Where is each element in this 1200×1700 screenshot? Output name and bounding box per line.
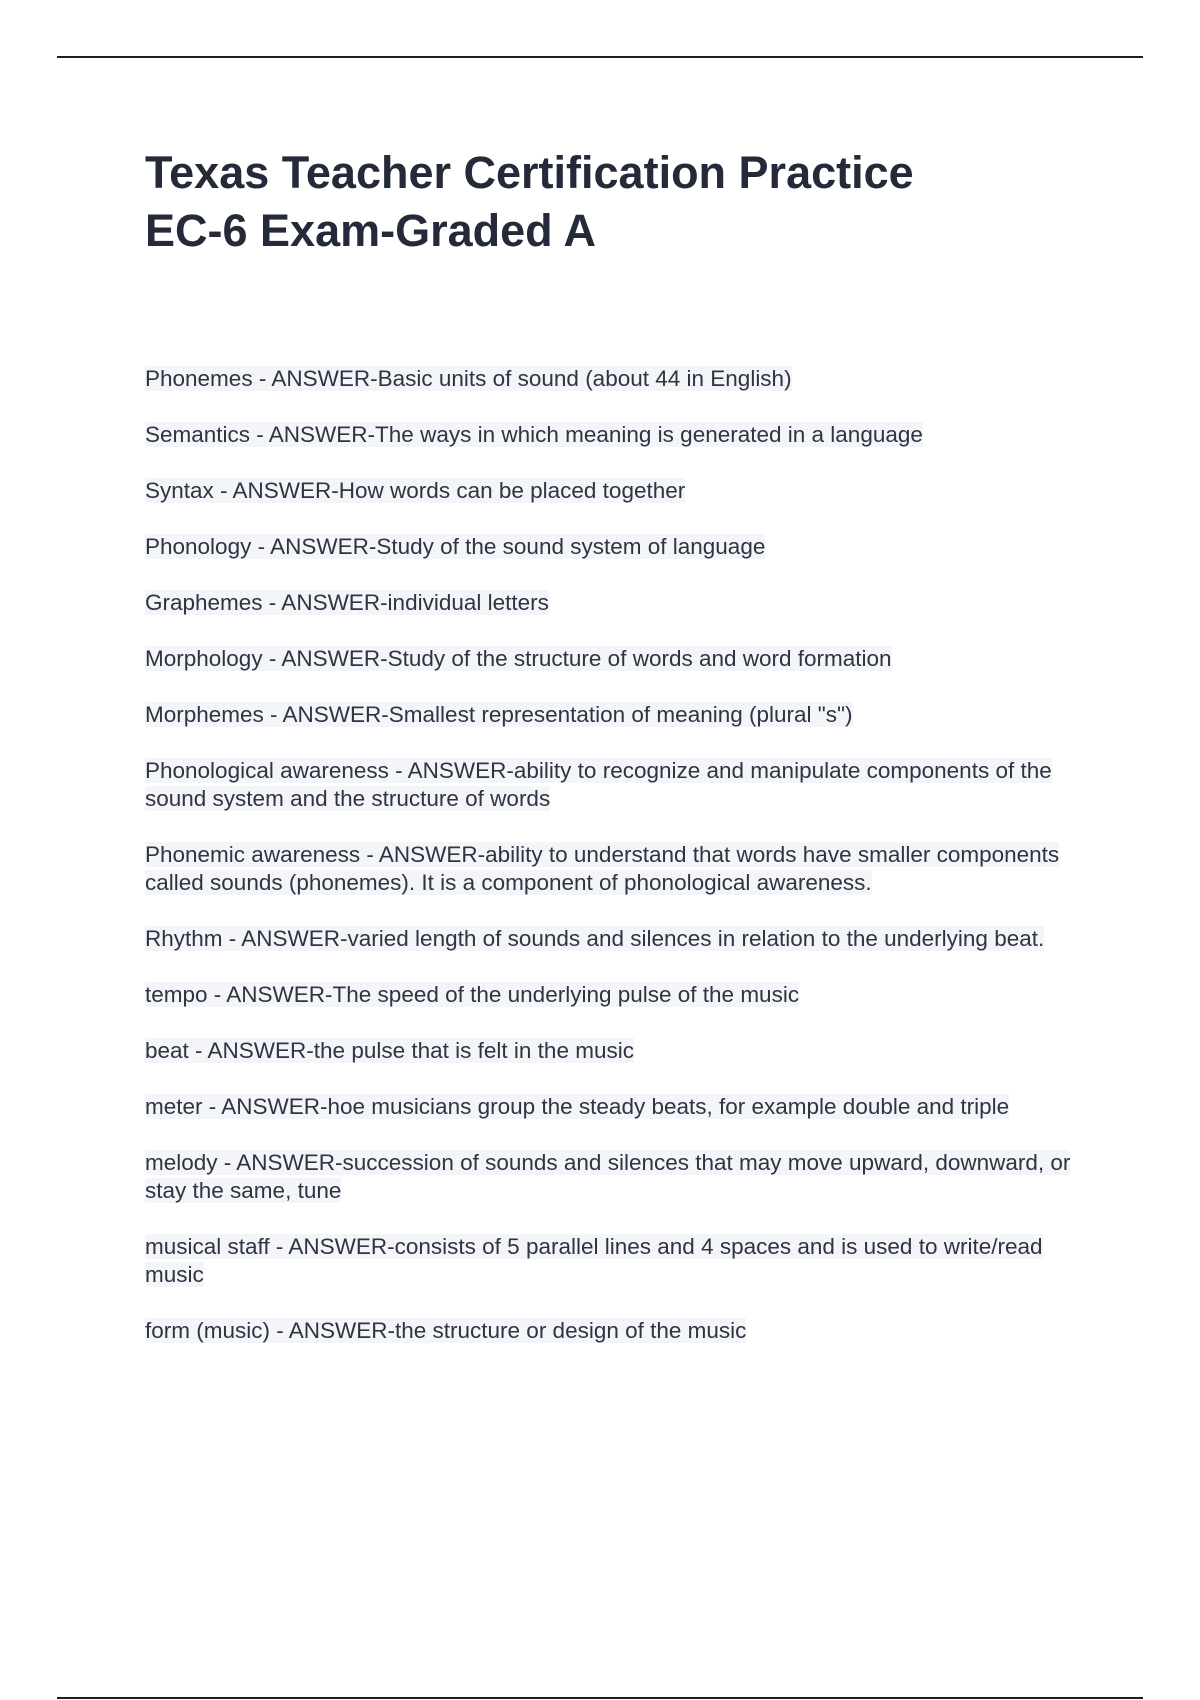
entry-text: form (music) - ANSWER-the structure or design of the music — [145, 1318, 747, 1343]
entry-text: Phonemic awareness - ANSWER-ability to understand that words have smaller components called sounds (phonemes). It is a component of phonological awareness. — [145, 842, 1060, 895]
entry-text: Phonemes - ANSWER-Basic units of sound (about 44 in English) — [145, 366, 792, 391]
list-item — [145, 533, 1085, 561]
entry-text: Phonology - ANSWER-Study of the sound system of language — [145, 534, 766, 559]
list-item — [145, 645, 1085, 673]
list-item — [145, 1037, 1085, 1065]
list-item — [145, 589, 1085, 617]
entry-text: musical staff - ANSWER-consists of 5 parallel lines and 4 spaces and is used to write/read music — [145, 1234, 1043, 1287]
entry-text: beat - ANSWER-the pulse that is felt in the music — [145, 1038, 634, 1063]
top-divider — [57, 56, 1143, 58]
entry-text: Morphemes - ANSWER-Smallest representation of meaning (plural "s") — [145, 702, 853, 727]
list-item — [145, 421, 1085, 449]
entry-text: Morphology - ANSWER-Study of the structure of words and word formation — [145, 646, 892, 671]
list-item — [145, 981, 1085, 1009]
list-item — [145, 925, 1085, 953]
entry-text: Semantics - ANSWER-The ways in which meaning is generated in a language — [145, 422, 923, 447]
title-line-1: Texas Teacher Certification Practice — [145, 147, 914, 198]
list-item — [145, 757, 1085, 813]
entry-text: Rhythm - ANSWER-varied length of sounds and silences in relation to the underlying beat. — [145, 926, 1045, 951]
answer-list — [145, 365, 1085, 1373]
list-item — [145, 1233, 1085, 1289]
entry-text: Phonological awareness - ANSWER-ability to recognize and manipulate components of the sound system and the structure of words — [145, 758, 1052, 811]
list-item — [145, 365, 1085, 393]
list-item — [145, 1317, 1085, 1345]
document-title — [145, 144, 1105, 260]
entry-text: tempo - ANSWER-The speed of the underlying pulse of the music — [145, 982, 800, 1007]
list-item — [145, 477, 1085, 505]
entry-text: Graphemes - ANSWER-individual letters — [145, 590, 549, 615]
list-item — [145, 1093, 1085, 1121]
list-item — [145, 701, 1085, 729]
entry-text: Syntax - ANSWER-How words can be placed together — [145, 478, 686, 503]
title-line-2: EC-6 Exam-Graded A — [145, 205, 596, 256]
bottom-divider — [57, 1697, 1143, 1699]
entry-text: meter - ANSWER-hoe musicians group the steady beats, for example double and triple — [145, 1094, 1010, 1119]
list-item — [145, 841, 1085, 897]
entry-text: melody - ANSWER-succession of sounds and silences that may move upward, downward, or stay the same, tune — [145, 1150, 1071, 1203]
list-item — [145, 1149, 1085, 1205]
